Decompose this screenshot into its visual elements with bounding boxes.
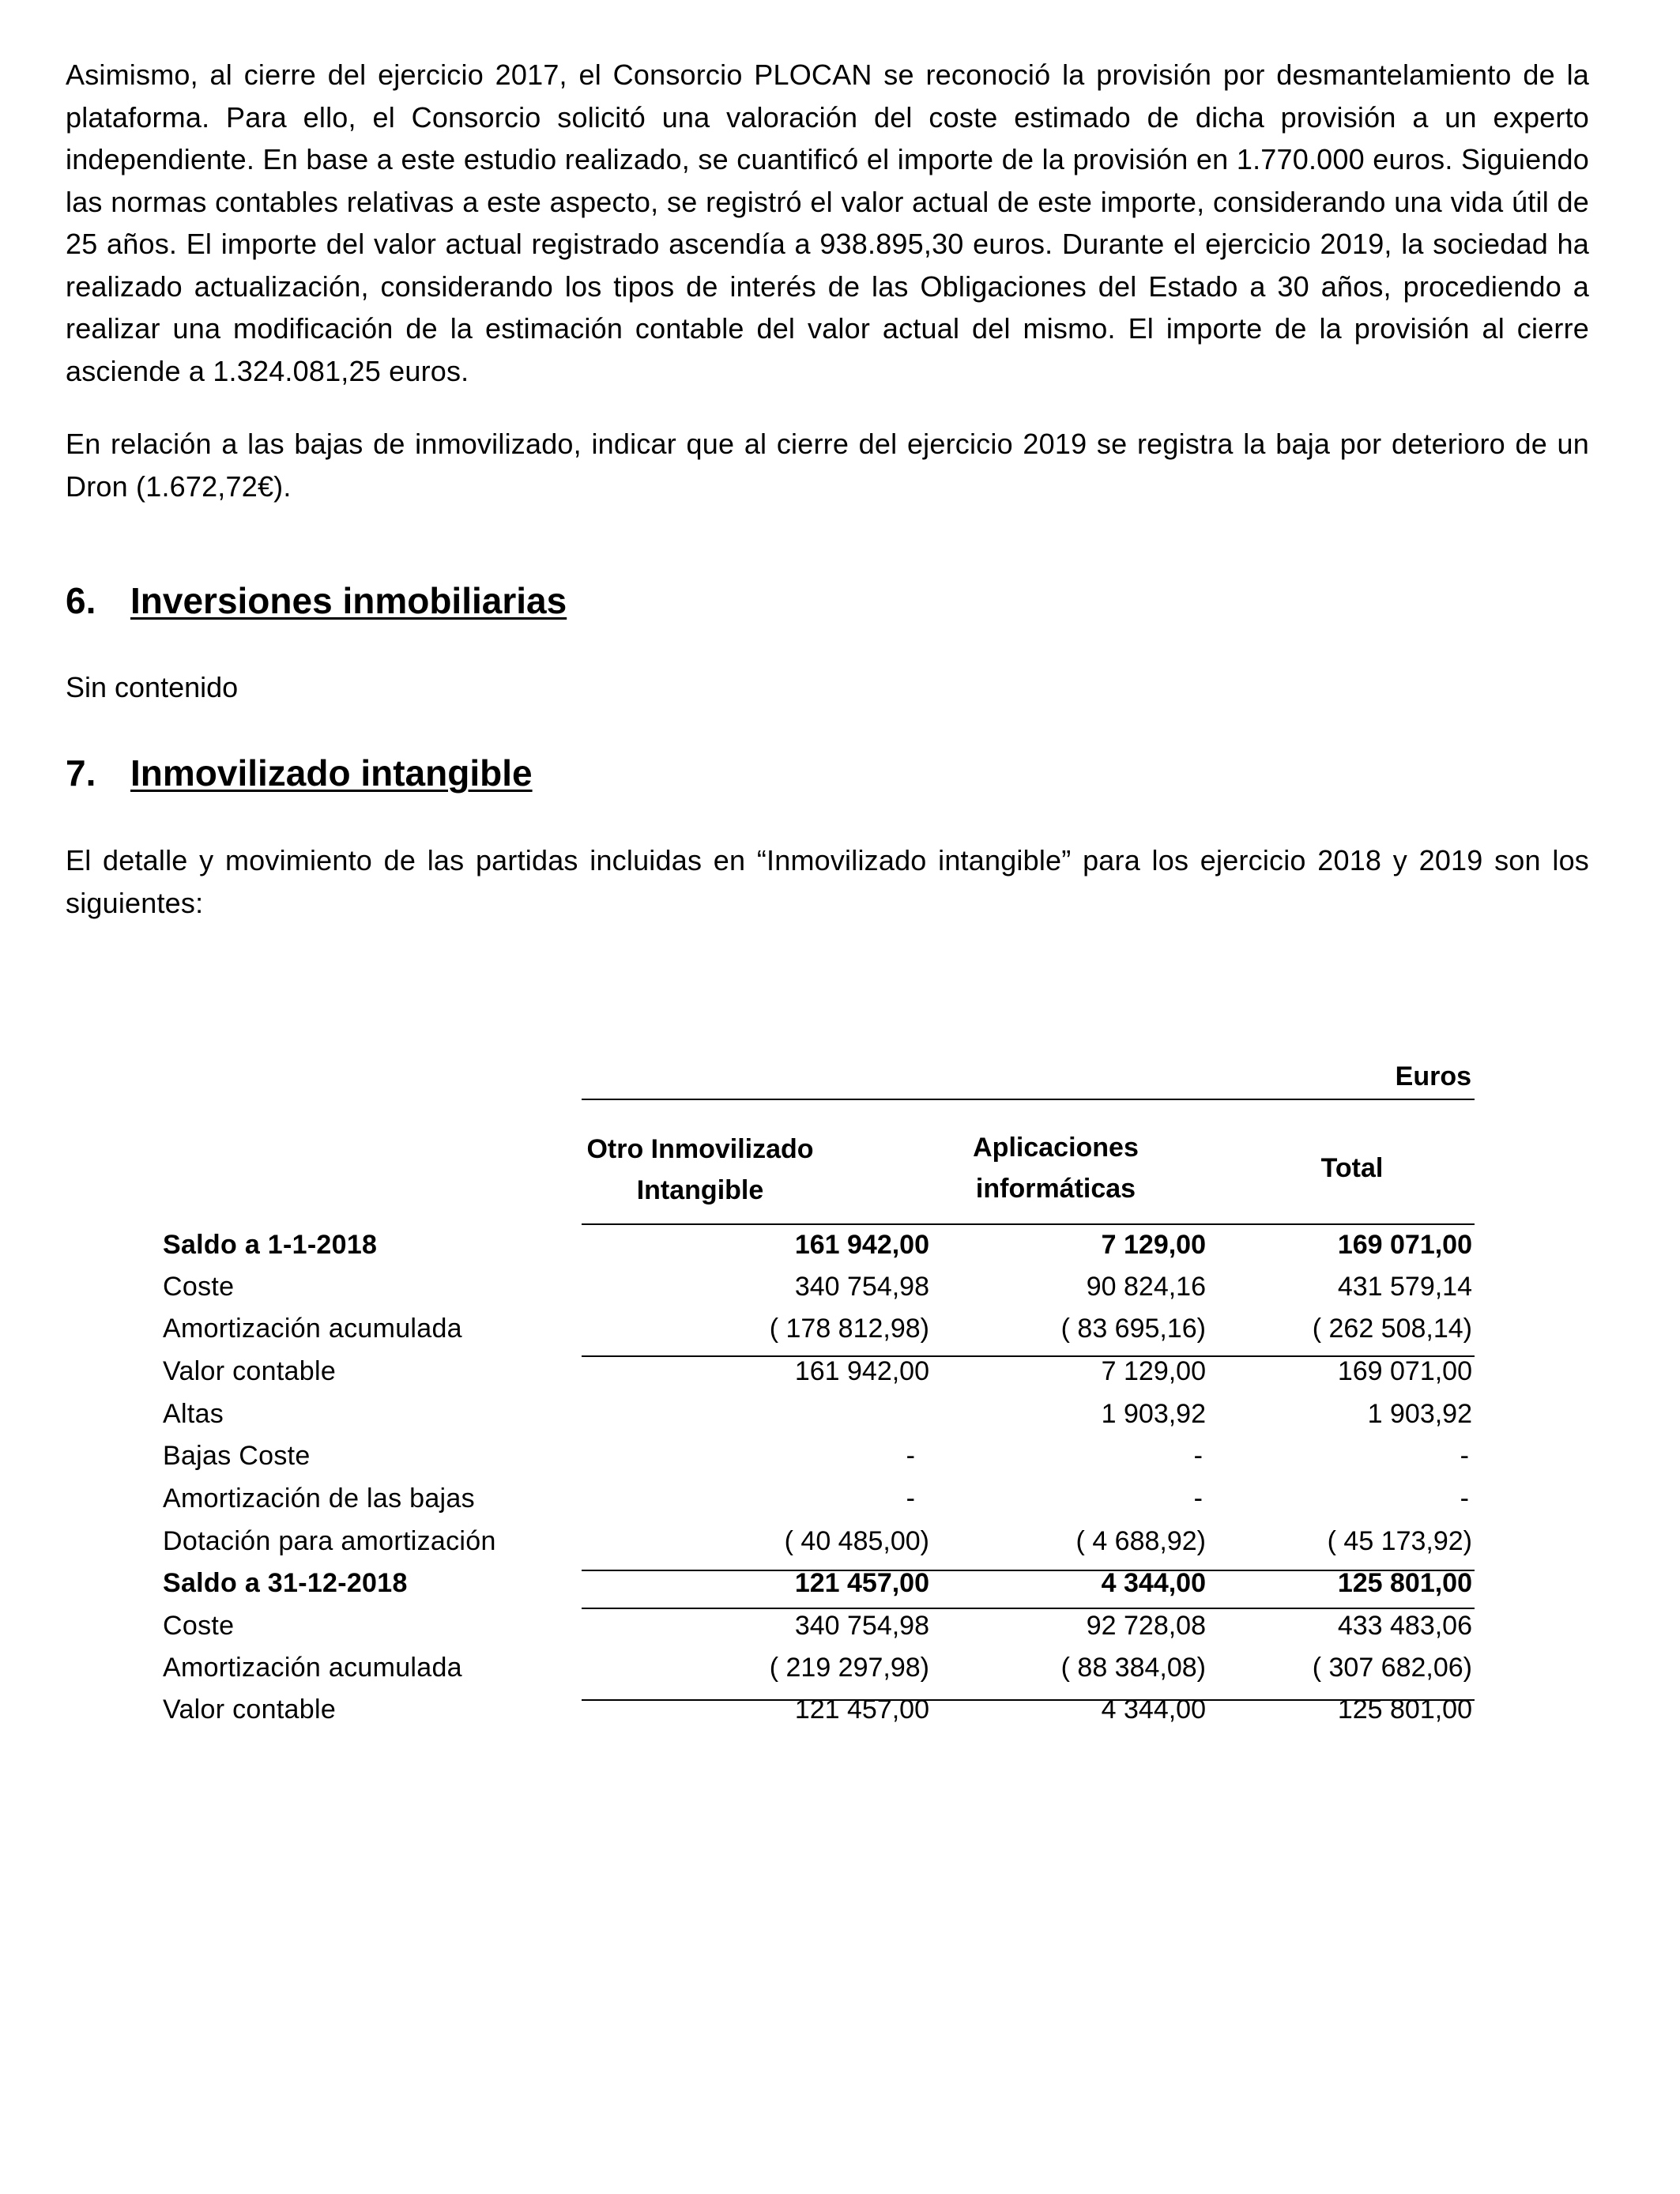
cell-c1: -: [906, 1441, 915, 1471]
cell-c2: ( 88 384,08): [1060, 1653, 1206, 1683]
cell-c3: 433 483,06: [1337, 1611, 1472, 1641]
cell-c3: 125 801,00: [1337, 1568, 1472, 1598]
currency-label-text: Euros: [1395, 1061, 1471, 1091]
cell-c1: ( 178 812,98): [769, 1314, 929, 1344]
column-header-line: Otro Inmovilizado: [586, 1134, 814, 1164]
row-label: Amortización de las bajas: [163, 1483, 475, 1514]
cell-c3: ( 262 508,14): [1312, 1314, 1472, 1344]
cell-c3: 125 801,00: [1337, 1695, 1472, 1725]
paragraph-provision: Asimismo, al cierre del ejercicio 2017, el Consorcio PLOCAN se reconoció la provisión por desmantelamiento de la plataforma. Para ello, el Consorcio solicitó una valoración del coste estimado de dicha provisión a un experto independiente. En base a este estudio realizado, se cuantificó el importe de la provisión en 1.770.000 euros. Siguiendo las normas contables relativas a este aspecto, se registró el valor actual de este importe, considerando una vida útil de 25 años. El importe del valor actual registrado ascendía a 938.895,30 euros. Durante el ejercicio 2019, la sociedad ha realizado actualización, considerando los tipos de interés de las Obligaciones del Estado a 30 años, procediendo a realizar una modificación de la estimación contable del valor actual del mismo. El importe de la provisión al cierre asciende a 1.324.081,25 euros.: [66, 58, 1589, 387]
column-header-line: informáticas: [975, 1174, 1136, 1204]
paragraph-intro-table: El detalle y movimiento de las partidas incluidas en “Inmovilizado intangible” para los ejercicio 2018 y 2019 son los siguientes:: [66, 844, 1589, 919]
cell-c2: -: [1193, 1441, 1203, 1471]
column-header-otro-inmovilizado: [582, 1129, 819, 1211]
cell-c3: 431 579,14: [1337, 1272, 1472, 1302]
section-6-body: Sin contenido: [66, 671, 239, 703]
saldo-2018-bottom-rule: [582, 1608, 1475, 1609]
cell-c1: -: [906, 1483, 915, 1514]
cell-c2: 90 824,16: [1086, 1272, 1206, 1302]
cell-c1: 161 942,00: [794, 1356, 929, 1386]
cell-c3: 169 071,00: [1337, 1230, 1472, 1260]
column-header-total: [1293, 1148, 1411, 1189]
row-label: Valor contable: [163, 1695, 337, 1725]
table-row: [163, 1393, 1475, 1435]
cell-c3: ( 307 682,06): [1312, 1653, 1472, 1683]
row-label: Coste: [163, 1272, 235, 1302]
cell-c2: 4 344,00: [1101, 1568, 1206, 1598]
table-row: [163, 1478, 1475, 1520]
subtotal-rule: [582, 1355, 1475, 1357]
column-header-aplicaciones: [945, 1127, 1166, 1209]
row-label: Bajas Coste: [163, 1441, 311, 1471]
cell-c1: 161 942,00: [794, 1230, 929, 1260]
cell-c3: -: [1460, 1441, 1469, 1471]
cell-c2: 7 129,00: [1101, 1230, 1206, 1260]
table-row: [163, 1605, 1475, 1647]
table-row: [163, 1689, 1475, 1731]
section-heading-7: [66, 749, 533, 797]
cell-c3: 169 071,00: [1337, 1356, 1472, 1386]
cell-c3: 1 903,92: [1367, 1399, 1472, 1429]
section-heading-6: [66, 577, 567, 624]
row-label: Amortización acumulada: [163, 1314, 462, 1344]
cell-c2: ( 4 688,92): [1075, 1526, 1206, 1556]
column-header-line: Aplicaciones: [973, 1133, 1139, 1163]
table-row: [163, 1647, 1475, 1689]
cell-c1: 121 457,00: [794, 1695, 929, 1725]
row-label: Saldo a 1-1-2018: [163, 1230, 378, 1260]
column-header-line: Intangible: [636, 1175, 764, 1205]
cell-c1: 340 754,98: [794, 1272, 929, 1302]
column-header-line: Total: [1320, 1153, 1384, 1183]
cell-c2: ( 83 695,16): [1060, 1314, 1206, 1344]
table-row: [163, 1563, 1475, 1604]
cell-c1: ( 40 485,00): [784, 1526, 929, 1556]
section-number: 7.: [66, 752, 96, 794]
cell-c1: 340 754,98: [794, 1611, 929, 1641]
table-row: [163, 1521, 1475, 1563]
currency-label: [163, 1057, 1475, 1095]
row-label: Valor contable: [163, 1356, 337, 1386]
section-number: 6.: [66, 580, 96, 621]
row-label: Dotación para amortización: [163, 1526, 496, 1556]
cell-c3: -: [1460, 1483, 1469, 1514]
cell-c3: ( 45 173,92): [1327, 1526, 1472, 1556]
cell-c2: -: [1193, 1483, 1203, 1514]
row-label: Altas: [163, 1399, 224, 1429]
saldo-2018-top-rule: [582, 1570, 1475, 1571]
row-label: Coste: [163, 1611, 235, 1641]
table-row: [163, 1266, 1475, 1308]
final-subtotal-rule: [582, 1699, 1475, 1701]
section-title: Inmovilizado intangible: [130, 752, 533, 794]
cell-c2: 7 129,00: [1101, 1356, 1206, 1386]
cell-c2: 4 344,00: [1101, 1695, 1206, 1725]
cell-c2: 1 903,92: [1101, 1399, 1206, 1429]
table-row: [163, 1224, 1475, 1266]
row-label: Amortización acumulada: [163, 1653, 462, 1683]
cell-c1: 121 457,00: [794, 1568, 929, 1598]
table-row: [163, 1435, 1475, 1477]
row-label: Saldo a 31-12-2018: [163, 1568, 408, 1598]
paragraph-bajas: En relación a las bajas de inmovilizado, indicar que al cierre del ejercicio 2019 se registra la baja por deterioro de un Dron (1.672,72€).: [66, 428, 1589, 503]
section-title: Inversiones inmobiliarias: [130, 580, 567, 621]
table-row: [163, 1308, 1475, 1350]
cell-c2: 92 728,08: [1086, 1611, 1206, 1641]
header-top-rule: [582, 1099, 1475, 1100]
cell-c1: ( 219 297,98): [769, 1653, 929, 1683]
